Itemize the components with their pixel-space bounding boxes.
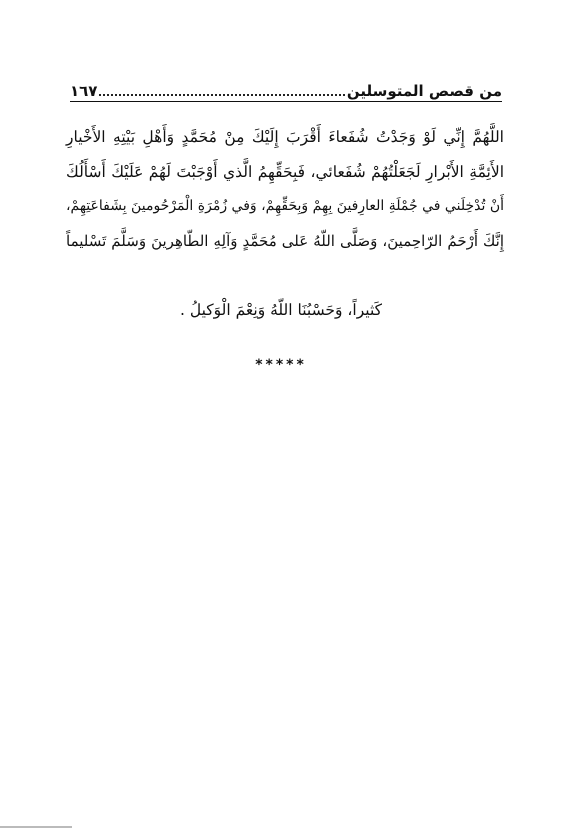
text-line-1: اللَّهُمَّ إِنِّي لَوْ وَجَدْتُ شُفَعاءَ أَقْرَبَ إِلَيْكَ مِنْ مُحَمَّدٍ وَأَهْلِ بَيْتِهِ الأَخْيارِ: [66, 128, 504, 146]
scan-edge-mark: [0, 826, 72, 828]
section-separator: *****: [255, 357, 307, 373]
running-header: [70, 76, 502, 100]
header-leader-dots: [99, 93, 344, 96]
page-number: ١٦٧: [70, 82, 98, 100]
text-line-3: أَنْ تُدْخِلَني في جُمْلَةِ العارِفينَ بِهِمْ وَبِحَقِّهِمْ، وَفي زُمْرَةِ الْمَرْحُومينَ بِشَفاعَتِهِمْ،: [66, 198, 504, 214]
header-title: من قصص المتوسلين: [346, 82, 502, 100]
closing-line: كَثيراً، وَحَسْبُنَا اللّهُ وَنِعْمَ الْوَكيلُ .: [179, 301, 383, 319]
header-rule: [70, 101, 502, 102]
text-line-4: إِنَّكَ أَرْحَمُ الرّاحِمينَ، وَصَلَّى اللّهُ عَلى مُحَمَّدٍ وَآلِهِ الطّاهِرينَ وَسَلَّمَ تَسْليماً: [66, 231, 504, 250]
text-line-2: الأَئِمَّةِ الأَبْرارِ لَجَعَلْتُهُمْ شُفَعائي، فَبِحَقِّهِمُ الَّذي أَوْجَبْتَ لَهُمْ عَلَيْكَ أَسْأَلُكَ: [66, 162, 504, 181]
supplication-text: [66, 120, 504, 258]
